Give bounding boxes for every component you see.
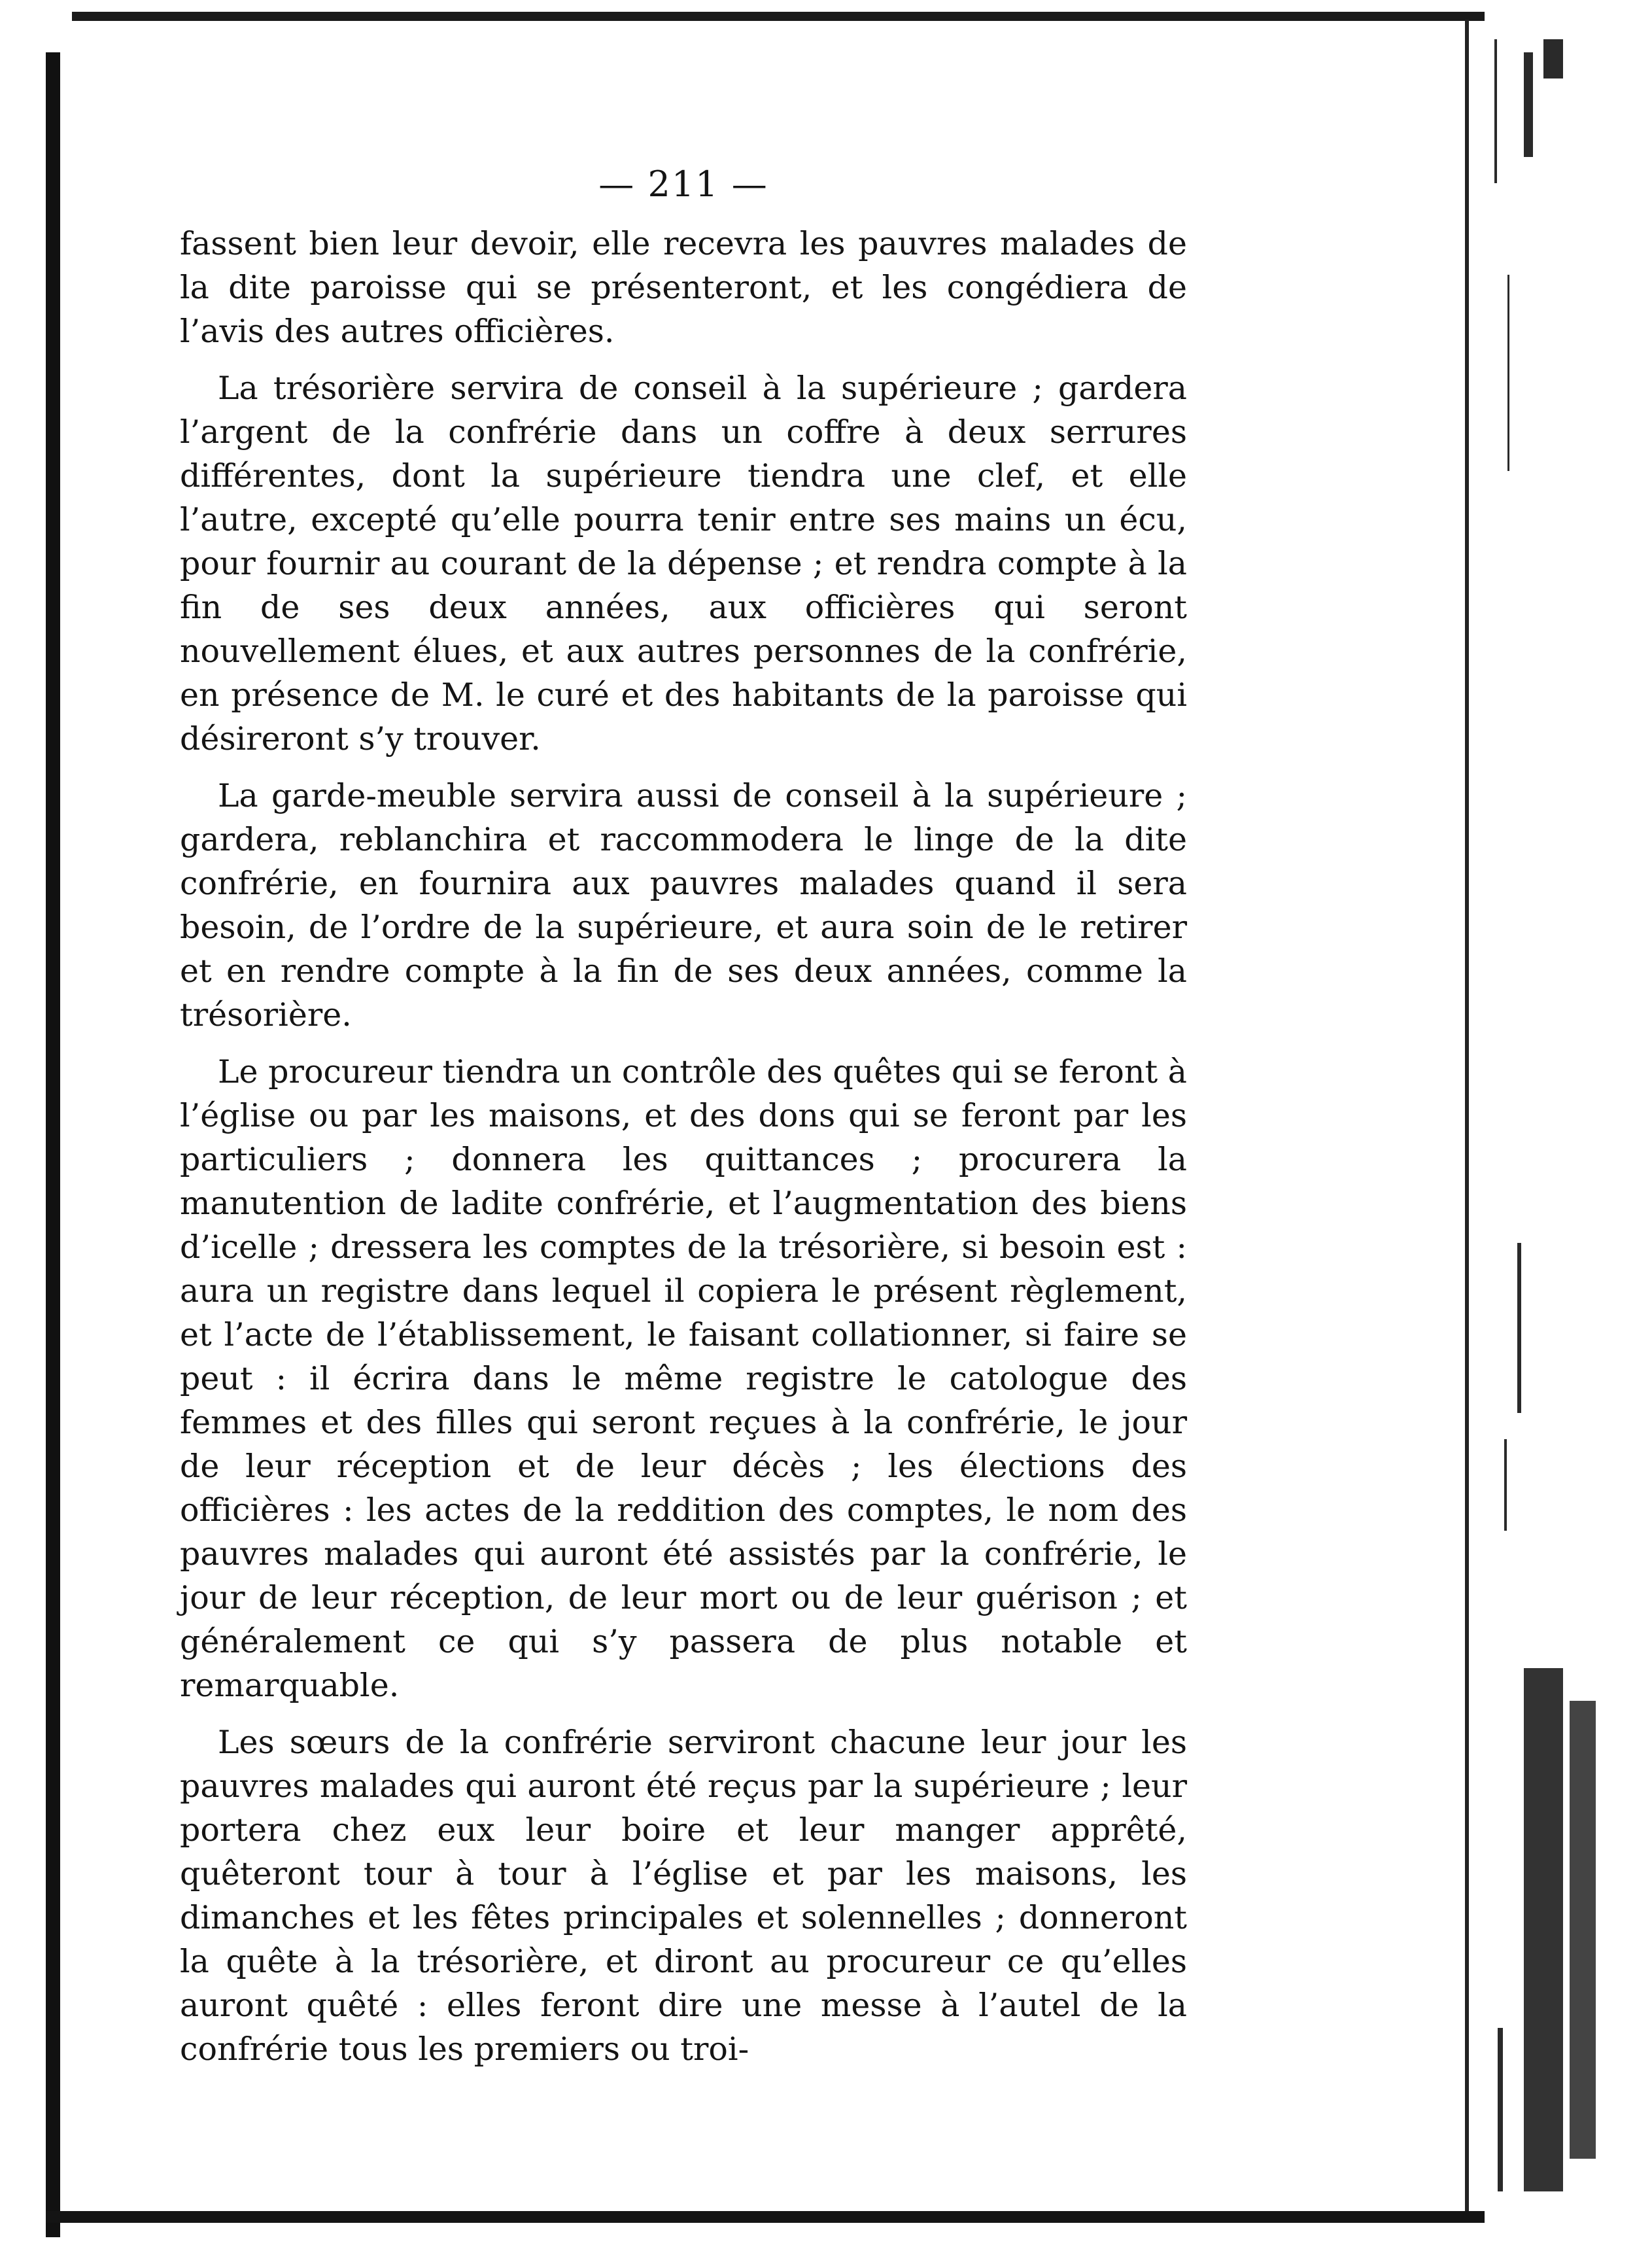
page-body: [180, 164, 1187, 2084]
scan-border-bottom: [46, 2211, 1485, 2223]
paragraph-1: fassent bien leur devoir, elle recevra les pauvres malades de la dite paroisse qui se présenteront, et les congédiera de l’avis des autres officières.: [180, 225, 1187, 350]
paragraph-4: Le procureur tiendra un contrôle des quêtes qui se feront à l’église ou par les maisons, et des dons qui se feront par les particuliers ; donnera les quittances ; procurera la manutention de ladite confrérie, et l’augmentation des biens d’icelle ; dressera les comptes de la trésorière, si besoin est : aura un registre dans lequel il copiera le présent règlement, et l’acte de l’établissement, le faisant collationner, si faire se peut : il écrira dans le même registre le catologue des femmes et des filles qui seront reçues à la confrérie, le jour de leur réception et de leur décès ; les élections des officières : les actes de la reddition des comptes, le nom des pauvres malades qui auront été assistés par la confrérie, le jour de leur réception, de leur mort ou de leur guérison ; et généralement ce qui s’y passera de plus notable et remarquable.: [180, 1053, 1187, 1704]
scan-border-left: [46, 52, 60, 2237]
paragraph-2: La trésorière servira de conseil à la supérieure ; gardera l’argent de la confrérie dans un coffre à deux serrures différentes, dont la supérieure tiendra une clef, et elle l’autre, excepté qu’elle pourra tenir entre ses mains un écu, pour fournir au courant de la dépense ; et rendra compte à la fin de ses deux années, aux officières qui seront nouvellement élues, et aux autres personnes de la confrérie, en présence de M. le curé et des habitants de la paroisse qui désireront s’y trouver.: [180, 370, 1187, 758]
paragraph-5: Les sœurs de la confrérie serviront chacune leur jour les pauvres malades qui auront été reçus par la supérieure ; leur portera chez eux leur boire et leur manger apprêté, quêteront tour à tour à l’église et par les maisons, les dimanches et les fêtes principales et solennelles ; donneront la quête à la trésorière, et diront au procureur ce qu’elles auront quêté : elles feront dire une messe à l’autel de la confrérie tous les premiers ou troi-: [180, 1724, 1187, 2068]
page-number: — 211 —: [598, 164, 768, 205]
paragraph-3: La garde-meuble servira aussi de conseil à la supérieure ; gardera, reblanchira et raccommodera le linge de la dite confrérie, en fournira aux pauvres malades quand il sera besoin, de l’ordre de la supérieure, et aura soin de le retirer et en rendre compte à la fin de ses deux années, comme la trésorière.: [180, 777, 1187, 1034]
scan-border-right: [1465, 20, 1469, 2211]
scan-border-top: [72, 12, 1485, 21]
